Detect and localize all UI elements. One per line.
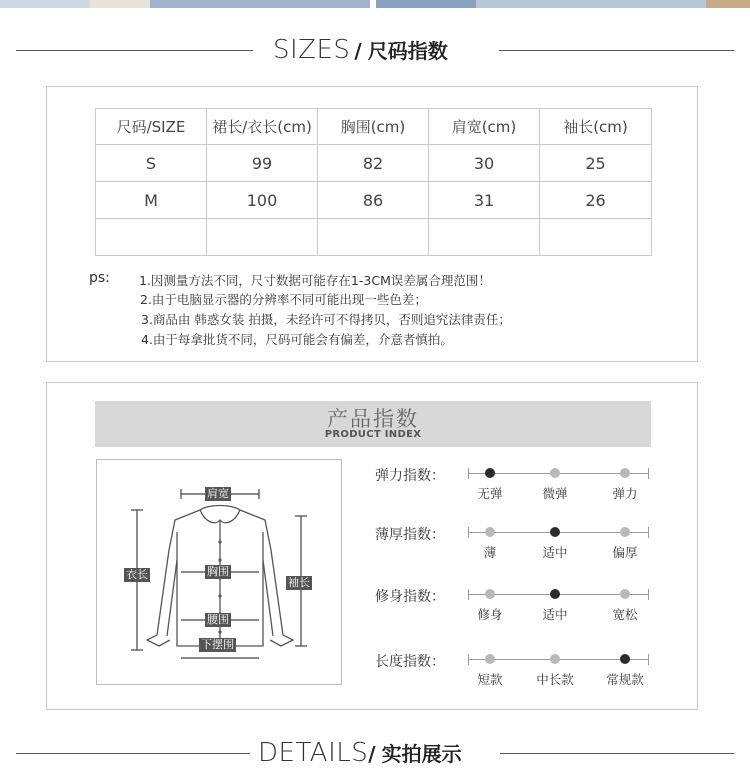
details-title-slash: / — [368, 742, 376, 766]
table-row — [96, 182, 652, 219]
table-cell: 86 — [318, 182, 429, 219]
index-dot — [620, 589, 630, 599]
index-option-label: 常规款 — [606, 672, 644, 687]
index-dot-selected — [550, 527, 560, 537]
index-dot — [485, 527, 495, 537]
product-index-header — [95, 401, 651, 447]
title-rule-right — [499, 50, 734, 51]
index-row — [375, 589, 665, 634]
index-dot — [550, 468, 560, 478]
index-scale-tick — [648, 527, 649, 538]
table-cell: 82 — [318, 145, 429, 182]
index-row-label: 修身指数： — [375, 589, 445, 605]
index-scale-tick — [468, 468, 469, 479]
size-chart-panel — [46, 86, 698, 362]
index-option-label: 薄 — [483, 545, 497, 560]
table-cell: S — [96, 145, 207, 182]
note-item: 3.商品由 韩惑女装 拍摄，未经许可不得拷贝，否则追究法律责任； — [141, 312, 511, 327]
note-item: 2.由于电脑显示器的分辨率不同可能出现一些色差； — [140, 292, 427, 307]
index-scale-tick — [468, 589, 469, 600]
title-rule-right — [500, 753, 734, 754]
header-shoulder: 肩宽(cm) — [429, 109, 540, 145]
sizes-section-title — [0, 30, 750, 70]
sizes-title-slash: / — [354, 39, 362, 63]
index-option-label: 修身 — [477, 607, 503, 622]
note-item: 4.由于每拿批货不同，尺码可能会有偏差，介意者慎拍。 — [141, 332, 453, 347]
index-option-label: 宽松 — [612, 607, 638, 622]
index-option-label: 微弹 — [542, 486, 568, 501]
table-cell: 99 — [207, 145, 318, 182]
index-row — [375, 468, 665, 513]
index-dot-selected — [550, 589, 560, 599]
diagram-label-length: 衣长 — [126, 568, 148, 581]
header-chest: 胸围(cm) — [318, 109, 429, 145]
index-row — [375, 527, 665, 572]
index-dot — [620, 527, 630, 537]
diagram-label-waist: 腰围 — [207, 613, 229, 626]
details-title-cn: 实拍展示 — [381, 742, 462, 766]
diagram-label-shoulder: 肩宽 — [207, 487, 229, 500]
table-cell — [207, 219, 318, 256]
details-section-title — [0, 733, 750, 773]
product-index-panel — [46, 382, 698, 710]
index-dot-selected — [485, 468, 495, 478]
table-cell: 31 — [429, 182, 540, 219]
index-row-label: 长度指数： — [375, 654, 445, 670]
measurement-diagram — [96, 459, 342, 685]
table-cell — [540, 219, 652, 256]
table-cell — [429, 219, 540, 256]
index-option-label: 中长款 — [536, 672, 574, 687]
index-option-label: 适中 — [542, 607, 568, 622]
index-option-label: 短款 — [477, 672, 503, 687]
index-option-label: 弹力 — [612, 486, 638, 501]
diagram-label-sleeve: 袖长 — [288, 576, 310, 589]
table-cell — [318, 219, 429, 256]
index-dot — [620, 468, 630, 478]
title-rule-left — [16, 753, 250, 754]
sizes-title-en: SIZES — [273, 35, 351, 65]
table-cell: 100 — [207, 182, 318, 219]
index-scale-tick — [648, 589, 649, 600]
index-scale-tick — [468, 527, 469, 538]
index-row — [375, 654, 665, 699]
index-scale-tick — [648, 468, 649, 479]
index-dot — [485, 589, 495, 599]
table-cell: 26 — [540, 182, 652, 219]
index-option-label: 无弹 — [477, 486, 503, 501]
index-option-label: 偏厚 — [612, 545, 638, 560]
table-row — [96, 219, 652, 256]
product-index-title-cn: 产品指数 — [327, 407, 419, 431]
product-index-title-en: PRODUCT INDEX — [324, 429, 422, 440]
table-cell: 25 — [540, 145, 652, 182]
table-cell — [96, 219, 207, 256]
header-length: 裙长/衣长(cm) — [207, 109, 318, 145]
diagram-label-hem: 下摆围 — [201, 638, 234, 651]
index-scale-tick — [468, 654, 469, 665]
previous-photo-strip — [0, 0, 750, 8]
index-dot — [550, 654, 560, 664]
diagram-label-chest: 胸围 — [207, 565, 229, 578]
table-cell: M — [96, 182, 207, 219]
header-sleeve: 袖长(cm) — [540, 109, 652, 145]
title-rule-left — [16, 50, 253, 51]
index-scale-tick — [648, 654, 649, 665]
index-option-label: 适中 — [542, 545, 568, 560]
header-size: 尺码/SIZE — [96, 109, 207, 145]
table-cell: 30 — [429, 145, 540, 182]
table-header-row — [96, 109, 652, 145]
notes-prefix: ps: — [89, 270, 110, 286]
sizes-title-cn: 尺码指数 — [367, 39, 448, 63]
note-item: 1.因测量方法不同，尺寸数据可能存在1-3CM误差属合理范围！ — [139, 273, 491, 288]
details-title-en: DETAILS — [258, 738, 369, 768]
index-row-label: 弹力指数： — [375, 468, 445, 484]
size-table — [95, 108, 652, 256]
index-dot-selected — [620, 654, 630, 664]
table-row — [96, 145, 652, 182]
index-row-label: 薄厚指数： — [375, 527, 445, 543]
index-dot — [485, 654, 495, 664]
